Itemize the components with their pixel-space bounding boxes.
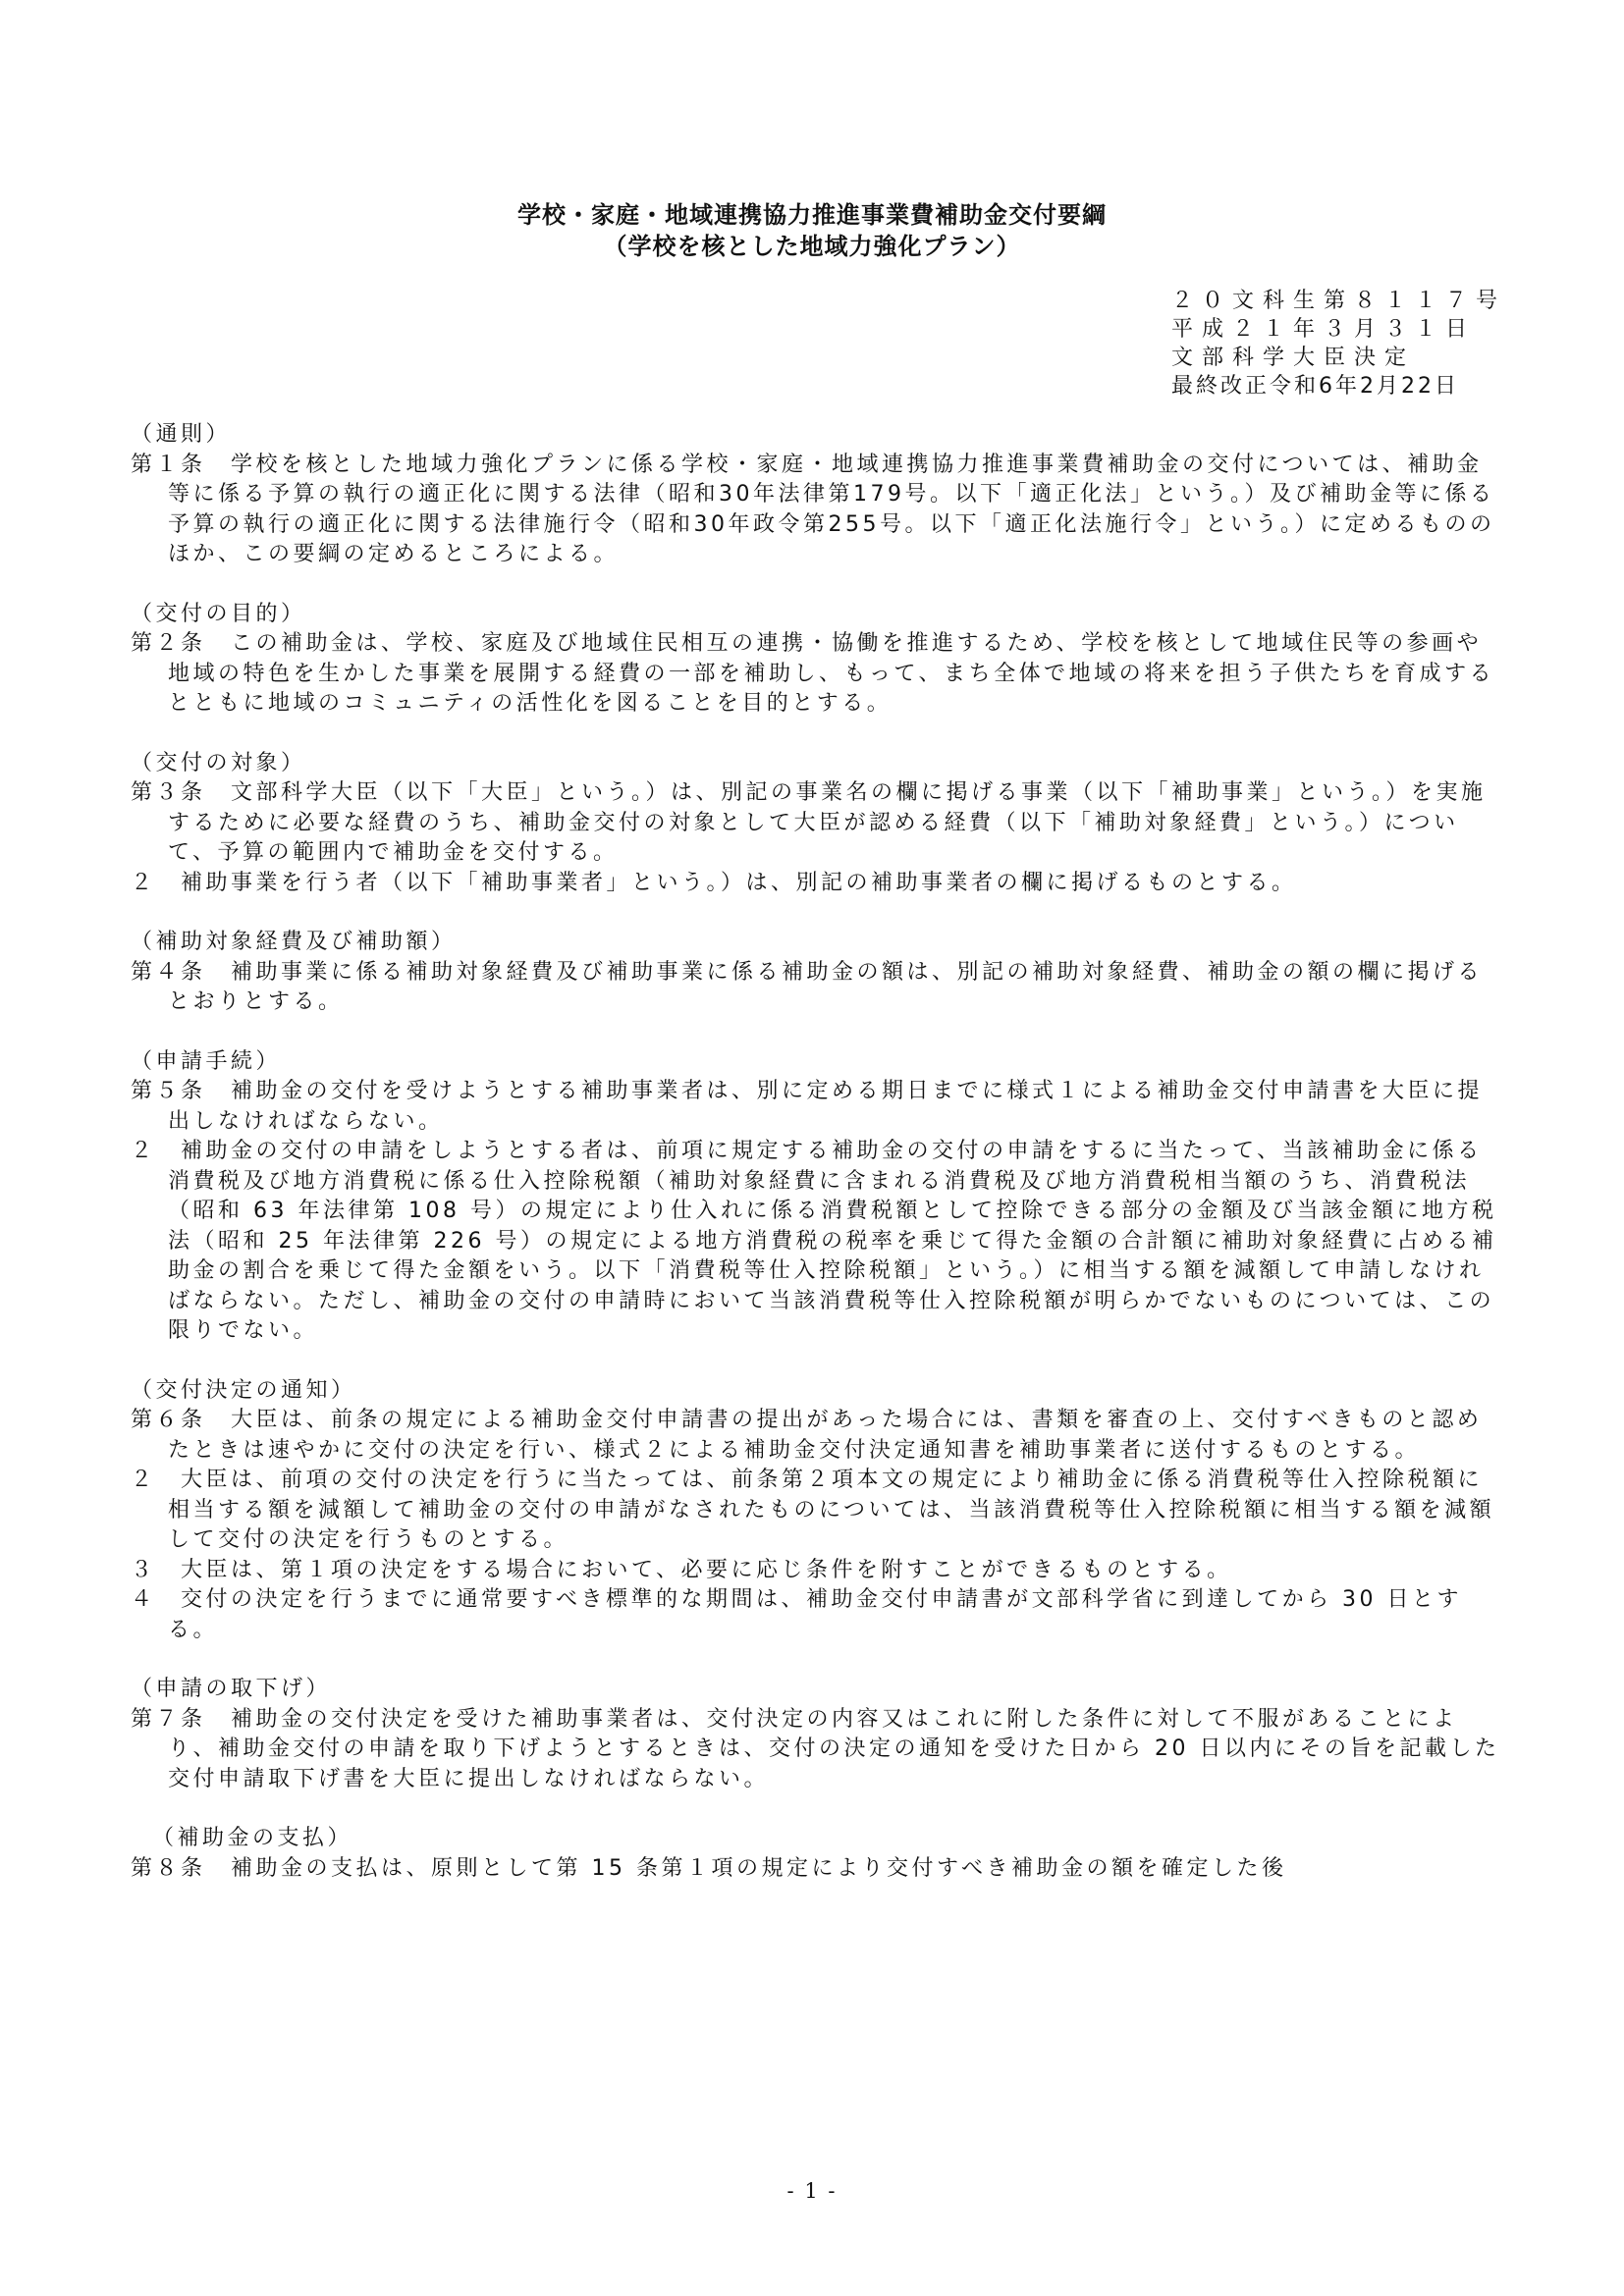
section-purpose — [131, 600, 1505, 720]
article-3-paragraph-2: ２ 補助事業を行う者（以下「補助事業者」という。）は、別記の補助事業者の欄に掲げるものとする。 — [131, 870, 1297, 895]
article-5: 第５条 補助金の交付を受けようとする補助事業者は、別に定める期日までに様式１による補助金交付申請書を大臣に提出しなければならない。 — [131, 1079, 1484, 1134]
section-title: （申請手続） — [131, 1048, 282, 1074]
title-line-2: （学校を核とした地域力強化プラン） — [603, 233, 1021, 260]
section-application — [131, 1047, 1505, 1347]
document-body — [131, 420, 1505, 1913]
section-subject — [131, 749, 1505, 899]
section-payment — [131, 1824, 1505, 1884]
document-title — [0, 199, 1624, 262]
article-4: 第４条 補助事業に係る補助対象経費及び補助事業に係る補助金の額は、別記の補助対象経費、補助金の額の欄に掲げるとおりとする。 — [131, 959, 1484, 1014]
article-2: 第２条 この補助金は、学校、家庭及び地域住民相互の連携・協働を推進するため、学校を核として地域住民等の参画や地域の特色を生かした事業を展開する経費の一部を補助し、もって、まち全体で地域の将来を担う子供たちを育成するとともに地域のコミュニティの活性化を図ることを目的とする。 — [131, 631, 1495, 716]
issuance-block — [1171, 287, 1506, 400]
article-6-paragraph-4: ４ 交付の決定を行うまでに通常要すべき標準的な期間は、補助金交付申請書が文部科学省に到達してから 30 日とする。 — [131, 1587, 1463, 1642]
article-7: 第７条 補助金の交付決定を受けた補助事業者は、交付決定の内容又はこれに附した条件に対して不服があることにより、補助金交付の申請を取り下げようとするときは、交付の決定の通知を受けた日から 20 日以内にその旨を記載した交付申請取下げ書を大臣に提出しなければならない。 — [131, 1706, 1500, 1791]
section-title: （交付決定の通知） — [131, 1377, 356, 1403]
issuance-last-revision: 最終改正令和6年2月22日 — [1170, 374, 1459, 399]
section-title: （申請の取下げ） — [131, 1677, 332, 1701]
article-1: 第１条 学校を核とした地域力強化プランに係る学校・家庭・地域連携協力推進事業費補助金の交付については、補助金等に係る予算の執行の適正化に関する法律（昭和30年法律第179号。以下「適正化法」という。）及び補助金等に係る予算の執行の適正化に関する法律施行令（昭和30年政令第255号。以下「適正化法施行令」という。）に定めるもののほか、この要綱の定めるところによる。 — [131, 452, 1495, 566]
section-title: （交付の目的） — [131, 601, 306, 626]
article-6-paragraph-3: ３ 大臣は、第１項の決定をする場合において、必要に応じ条件を附すことができるものとする。 — [131, 1557, 1232, 1582]
section-title: （通則） — [131, 422, 232, 447]
article-5-paragraph-2: ２ 補助金の交付の申請をしようとする者は、前項に規定する補助金の交付の申請をするに当たって、当該補助金に係る消費税及び地方消費税に係る仕入控除税額（補助対象経費に含まれる消費税及び地方消費税相当額のうち、消費税法（昭和 63 年法律第 108 号）の規定により仕入れに係る消費税額として控除できる部分の金額及び当該金額に地方税法（昭和 25 年法律第 226 号）の規定による地方消費税の税率を乗じて得た金額の合計額に補助対象経費に占める補助金の割合を乗じて得た金額をいう。以下「消費税等仕入控除税額」という。）に相当する額を減額して申請しなければならない。ただし、補助金の交付の申請時において当該消費税等仕入控除税額が明らかでないものについては、この限りでない。 — [131, 1139, 1497, 1343]
section-title: （交付の対象） — [131, 750, 306, 775]
section-withdrawal — [131, 1675, 1505, 1794]
article-6: 第６条 大臣は、前条の規定による補助金交付申請書の提出があった場合には、書類を審査の上、交付すべきものと認めたときは速やかに交付の決定を行い、様式２による補助金交付決定通知書を補助事業者に送付するものとする。 — [131, 1408, 1483, 1463]
article-8: 第８条 補助金の支払は、原則として第 15 条第１項の規定により交付すべき補助金の額を確定した後 — [131, 1855, 1287, 1881]
section-title: （補助金の支払） — [152, 1826, 353, 1850]
title-line-1: 学校・家庭・地域連携協力推進事業費補助金交付要綱 — [517, 201, 1107, 229]
article-3: 第３条 文部科学大臣（以下「大臣」という。）は、別記の事業名の欄に掲げる事業（以下「補助事業」という。）を実施するために必要な経費のうち、補助金交付の対象として大臣が認める経費（以下「補助対象経費」という。）について、予算の範囲内で補助金を交付する。 — [131, 780, 1487, 865]
issuance-date: 平成２１年３月３１日 — [1170, 317, 1476, 342]
article-6-paragraph-2: ２ 大臣は、前項の交付の決定を行うに当たっては、前条第２項本文の規定により補助金に係る消費税等仕入控除税額に相当する額を減額して補助金の交付の申請がなされたものについては、当該消費税等仕入控除税額に相当する額を減額して交付の決定を行うものとする。 — [131, 1468, 1495, 1552]
issuance-authority: 文部科学大臣決定 — [1170, 346, 1415, 370]
section-eligible-expenses — [131, 928, 1505, 1018]
section-title: （補助対象経費及び補助額） — [131, 930, 457, 954]
section-decision-notice — [131, 1376, 1505, 1646]
section-general-rules — [131, 420, 1505, 570]
page-number: - 1 - — [786, 2179, 838, 2203]
issuance-number: ２０文科生第８１１７号 — [1170, 289, 1506, 313]
